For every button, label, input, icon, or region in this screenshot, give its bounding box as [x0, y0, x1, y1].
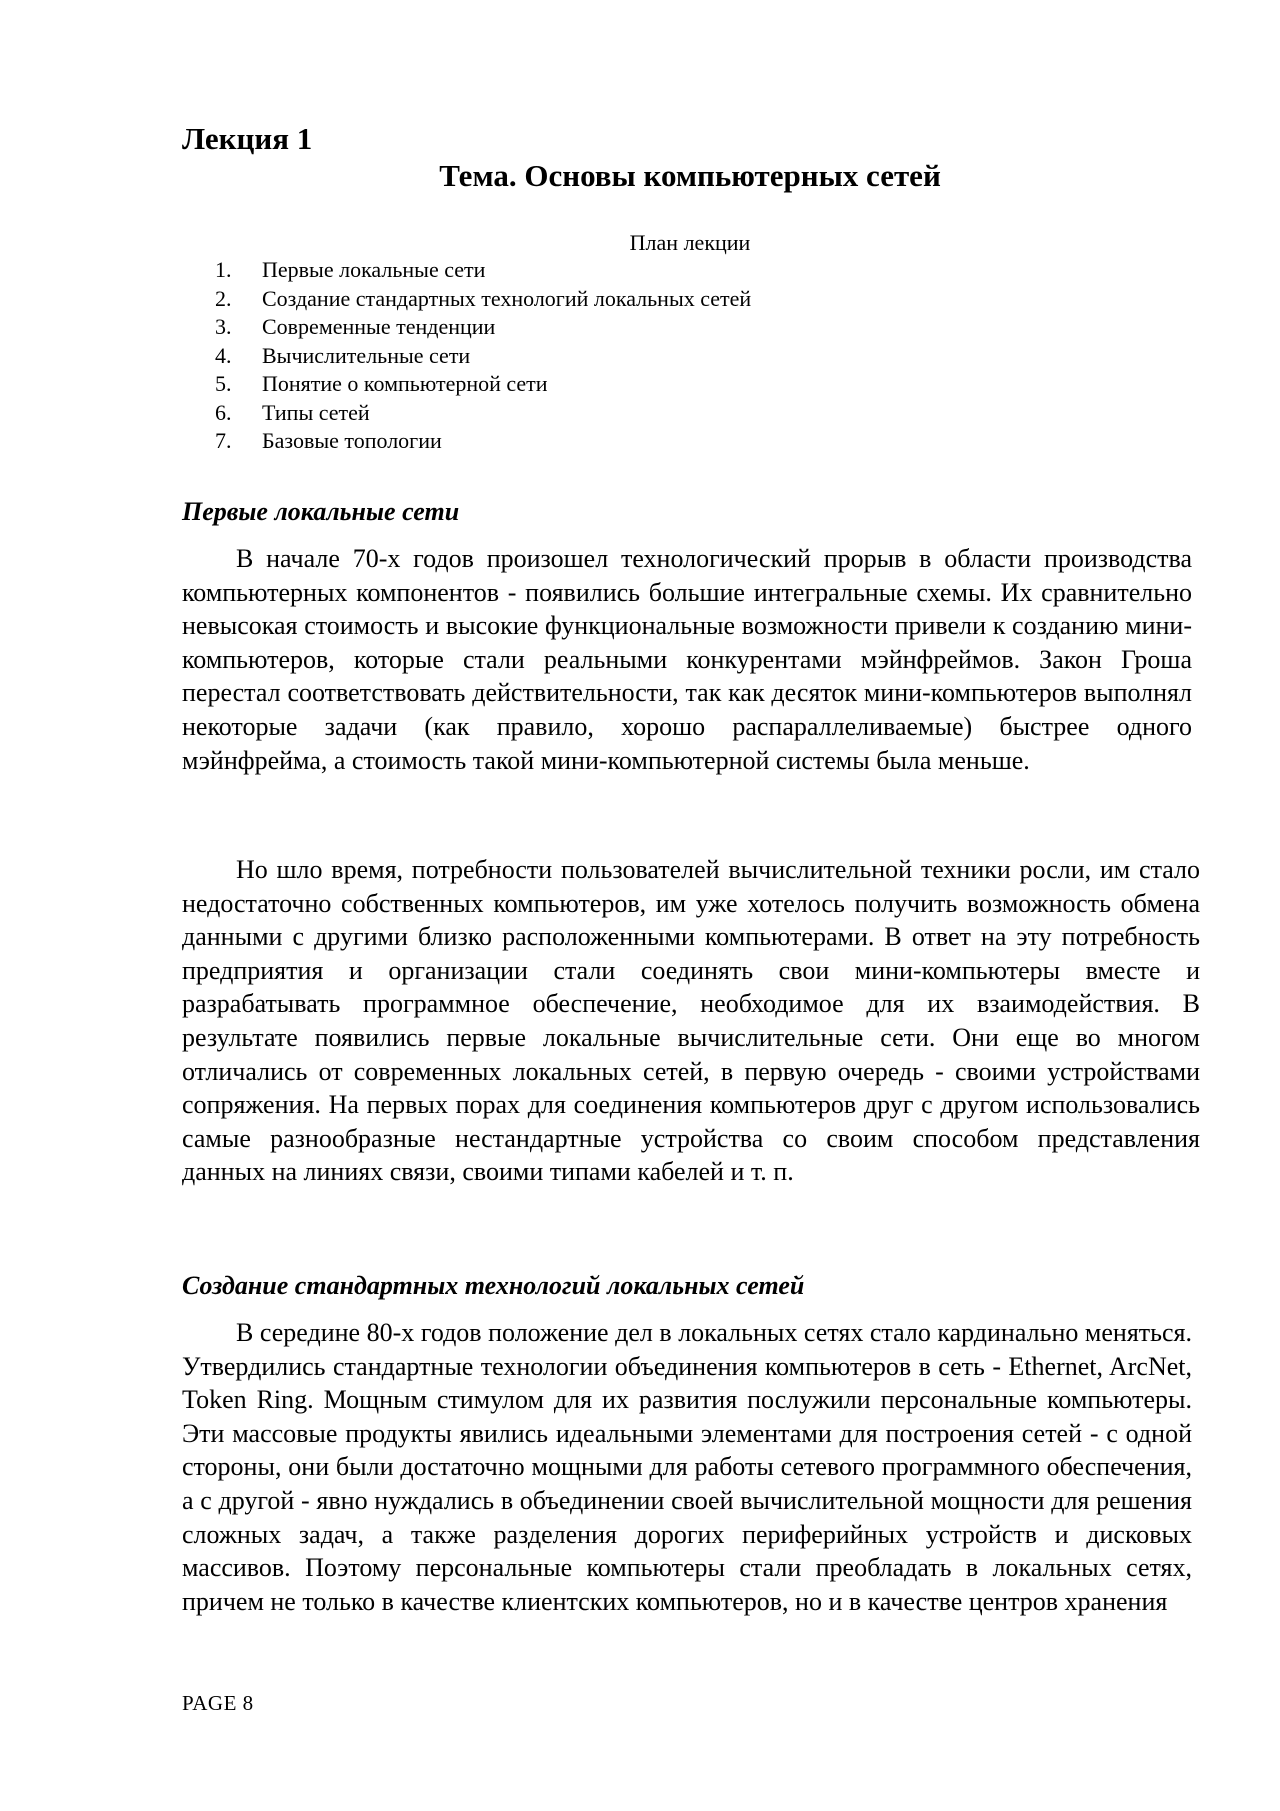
plan-item	[215, 370, 751, 399]
plan-item-number: 3.	[215, 314, 232, 339]
plan-item	[215, 427, 751, 456]
paragraph: В начале 70-х годов произошел технологический прорыв в области производства компьютерных компонентов - появились большие интегральные схемы. Их сравнительно невысокая стоимость и высокие функциональные возможности привели к созданию мини-компьютеров, которые стали реальными конкурентами мэйнфреймов. Закон Гроша перестал соответствовать действительности, так как десяток мини-компьютеров выполнял некоторые задачи (как правило, хорошо распараллеливаемые) быстрее одного мэйнфрейма, а стоимость такой мини-компьютерной системы была меньше.	[182, 544, 1192, 775]
lecture-title: Лекция 1	[182, 121, 313, 156]
plan-item-number: 7.	[215, 428, 232, 453]
plan-item-label: Первые локальные сети	[262, 257, 486, 282]
section-title-standard-technologies: Создание стандартных технологий локальных сетей	[182, 1271, 805, 1300]
paragraph: Но шло время, потребности пользователей вычислительной техники росли, им стало недостаточно собственных компьютеров, им уже хотелось получить возможность обмена данными с другими близко расположенными компьютерами. В ответ на эту потребность предприятия и организации стали соединять свои мини-компьютеры вместе и разрабатывать программное обеспечение, необходимое для их взаимодействия. В результате появились первые локальные вычислительные сети. Они еще во многом отличались от современных локальных сетей, в первую очередь - своими устройствами сопряжения. На первых порах для соединения компьютеров друг с другом использовались самые разнообразные нестандартные устройства со своим способом представления данных на линиях связи, своими типами кабелей и т. п.	[182, 855, 1200, 1187]
plan-item	[215, 399, 751, 428]
page-footer	[182, 1691, 254, 1716]
plan-item	[215, 313, 751, 342]
plan-item-label: Вычислительные сети	[262, 342, 471, 368]
plan-item-number: 4.	[215, 342, 232, 368]
plan-item-number: 1.	[215, 257, 232, 282]
plan-item-label: Современные тенденции	[262, 314, 496, 339]
topic-title: Тема. Основы компьютерных сетей	[439, 158, 941, 193]
plan-item-number: 6.	[215, 399, 232, 425]
plan-item	[215, 285, 751, 314]
plan-item-label: Создание стандартных технологий локальных сетей	[262, 285, 752, 311]
plan-item-number: 2.	[215, 285, 232, 311]
page-number: 8	[242, 1691, 254, 1715]
section-title-first-local-networks: Первые локальные сети	[182, 497, 460, 526]
plan-item-number: 5.	[215, 371, 232, 396]
plan-heading: План лекции	[629, 230, 751, 255]
plan-item	[215, 256, 751, 285]
plan-item	[215, 342, 751, 371]
plan-list	[215, 256, 751, 456]
plan-item-label: Понятие о компьютерной сети	[262, 371, 548, 396]
plan-item-label: Базовые топологии	[262, 428, 442, 453]
page-label: PAGE	[182, 1691, 237, 1715]
paragraph: В середине 80-х годов положение дел в локальных сетях стало кардинально меняться. Утвердились стандартные технологии объединения компьютеров в сеть - Ethernet, ArcNet, Token Ring. Мощным стимулом для их развития послужили персональные компьютеры. Эти массовые продукты явились идеальными элементами для построения сетей - с одной стороны, они были достаточно мощными для работы сетевого программного обеспечения, а с другой - явно нуждались в объединении своей вычислительной мощности для решения сложных задач, а также разделения дорогих периферийных устройств и дисковых массивов. Поэтому персональные компьютеры стали преобладать в локальных сетях, причем не только в качестве клиентских компьютеров, но и в качестве центров хранения	[182, 1318, 1192, 1616]
plan-item-label: Типы сетей	[262, 399, 370, 425]
